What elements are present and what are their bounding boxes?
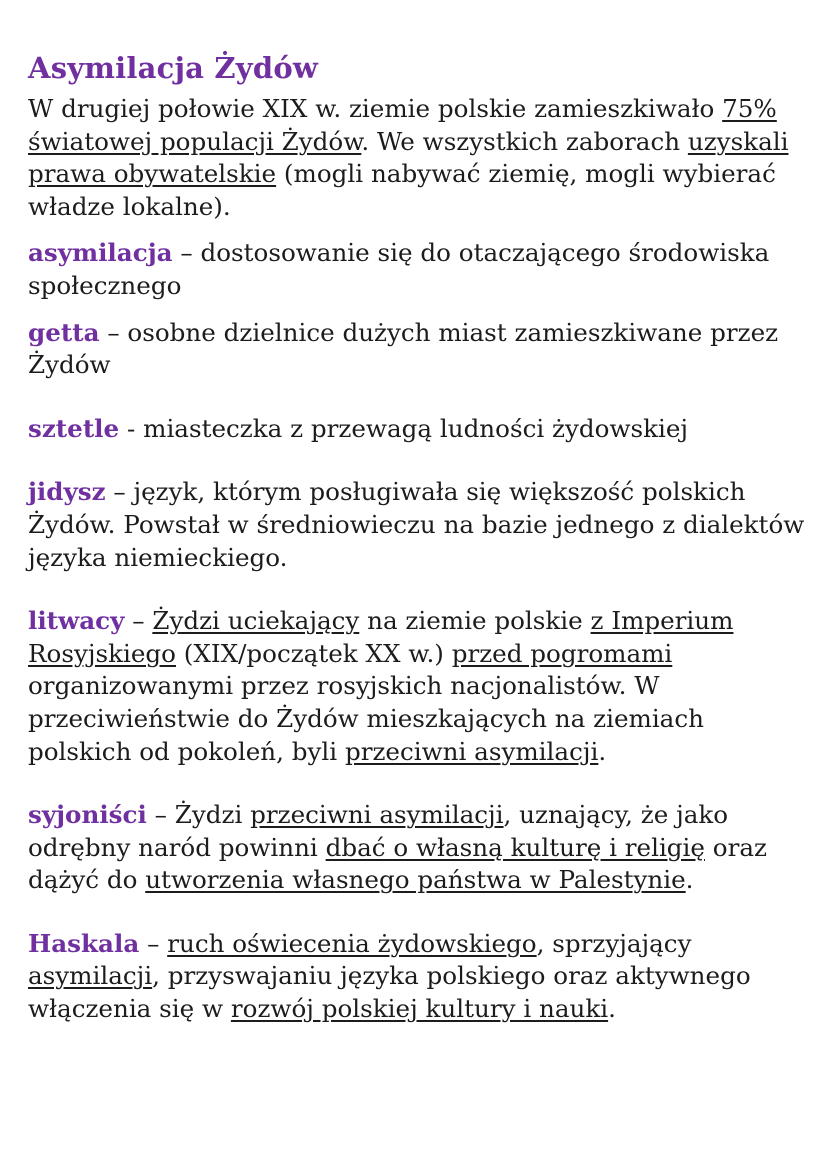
- document-page: [28, 48, 808, 1026]
- litwacy-underline-1: Żydzi uciekający: [152, 606, 360, 636]
- haskala-underline-3: rozwój polskiej kultury i nauki: [230, 994, 609, 1024]
- syjonisci-text-4: .: [685, 865, 694, 895]
- definition-haskala: [28, 928, 808, 1026]
- definition-jidysz: [28, 476, 808, 574]
- term-sztetle: sztetle: [28, 413, 120, 443]
- syjonisci-text-1: – Żydzi: [146, 800, 251, 830]
- syjonisci-underline-2: dbać o własną kulturę i religię: [325, 832, 705, 862]
- term-litwacy: litwacy: [28, 606, 125, 636]
- litwacy-text-3: (XIX/początek XX w.): [175, 638, 452, 668]
- intro-paragraph: [28, 93, 808, 223]
- syjonisci-text-2: , uznający, że jako odrębny naród powinni: [28, 800, 729, 862]
- intro-text-1: W drugiej połowie XIX w. ziemie polskie zamieszkiwało: [28, 94, 723, 123]
- haskala-text-1: –: [139, 928, 168, 958]
- syjonisci-underline-1: przeciwni asymilacji: [250, 800, 504, 830]
- definition-syjonisci: [28, 799, 808, 897]
- sztetle-text-1: - miasteczka z przewagą ludności żydowskiej: [119, 413, 689, 443]
- litwacy-text-4: organizowanymi przez rosyjskich nacjonalistów. W przeciwieństwie do Żydów mieszkających na ziemiach polskich od pokoleń, byli: [28, 671, 704, 766]
- litwacy-text-5: .: [598, 736, 607, 766]
- intro-text-2: . We wszystkich zaborach: [361, 126, 688, 156]
- definition-sztetle: [28, 413, 808, 446]
- intro-text-3: (mogli nabywać ziemię, mogli wybierać władze lokalne).: [28, 159, 776, 221]
- syjonisci-text-3: oraz dążyć do: [28, 832, 767, 895]
- asymilacja-text-1: – dostosowanie się do otaczającego środowiska społecznego: [28, 238, 770, 300]
- definition-asymilacja: [28, 237, 808, 302]
- term-syjonisci: syjoniści: [28, 800, 147, 830]
- term-asymilacja: asymilacja: [28, 238, 173, 268]
- page-title: Asymilacja Żydów: [28, 51, 319, 85]
- term-getta: getta: [28, 317, 100, 347]
- haskala-underline-2: asymilacji: [28, 961, 153, 991]
- haskala-underline-1: ruch oświecenia żydowskiego: [167, 928, 537, 958]
- litwacy-underline-2: z Imperium Rosyjskiego: [28, 606, 734, 668]
- jidysz-text-1: – język, którym posługiwała się większość polskich Żydów. Powstał w średniowieczu na bazie jednego z dialektów języka niemieckiego.: [28, 477, 805, 572]
- litwacy-underline-4: przeciwni asymilacji: [344, 736, 599, 766]
- definition-litwacy: [28, 605, 808, 768]
- haskala-text-4: .: [608, 994, 616, 1024]
- term-haskala: Haskala: [28, 928, 140, 958]
- litwacy-text-2: na ziemie polskie: [359, 606, 591, 636]
- term-jidysz: jidysz: [28, 477, 106, 507]
- intro-underline-2: uzyskali prawa obywatelskie: [28, 126, 789, 189]
- getta-text-1: – osobne dzielnice dużych miast zamieszkiwane przez Żydów: [28, 317, 779, 380]
- definition-getta: [28, 317, 808, 382]
- litwacy-underline-3: przed pogromami: [451, 638, 673, 668]
- litwacy-text-1: –: [124, 606, 153, 636]
- intro-underline-1: 75% światowej populacji Żydów: [28, 94, 777, 156]
- haskala-text-2: , sprzyjający: [536, 928, 692, 958]
- syjonisci-underline-3: utworzenia własnego państwa w Palestynie: [145, 865, 686, 895]
- haskala-text-3: , przyswajaniu języka polskiego oraz aktywnego włączenia się w: [28, 961, 751, 1024]
